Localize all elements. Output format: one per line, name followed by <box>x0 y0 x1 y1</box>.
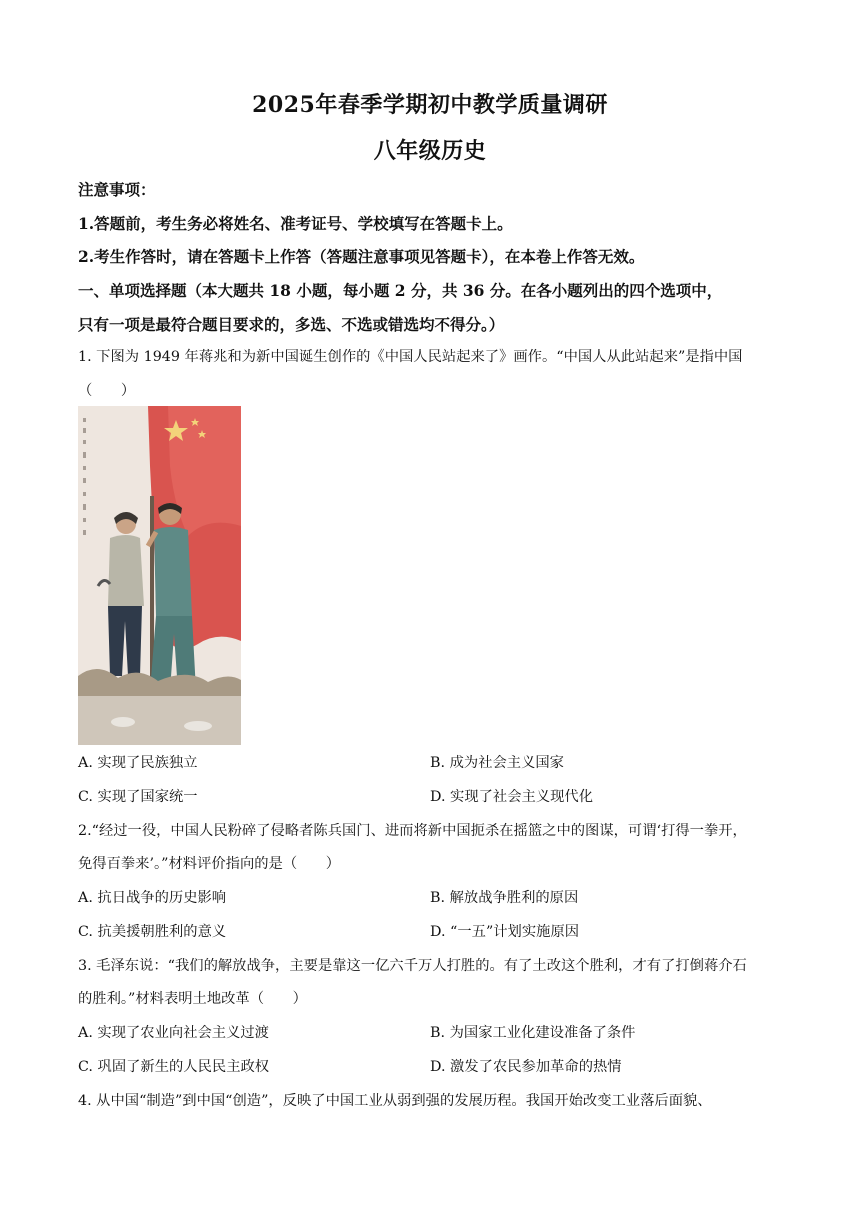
section-intro-line-1: 一、单项选择题（本大题共 18 小题，每小题 2 分，共 36 分。在各小题列出的四个选项中， <box>78 281 723 300</box>
section-intro-line-2: 只有一项是最符合题目要求的，多选、不选或错选均不得分。） <box>78 315 505 334</box>
question-3-stem-line-1: 3. 毛泽东说：“我们的解放战争，主要是靠这一亿六千万人打胜的。有了土改这个胜利，才有了打倒蒋介石 <box>78 958 747 974</box>
question-3-stem-line-2: 的胜利。”材料表明土地改革（ ） <box>78 991 307 1007</box>
question-1-option-d: D. 实现了社会主义现代化 <box>430 789 594 805</box>
question-1-option-a: A. 实现了民族独立 <box>78 755 198 771</box>
painting-illustration <box>78 406 241 745</box>
question-2-stem-line-2: 免得百拳来’。”材料评价指向的是（ ） <box>78 856 341 872</box>
note-item-2: 2.考生作答时，请在答题卡上作答（答题注意事项见答题卡），在本卷上作答无效。 <box>78 247 645 266</box>
question-1-option-b: B. 成为社会主义国家 <box>430 755 564 771</box>
question-2-stem-line-1: 2.“经过一役，中国人民粉碎了侵略者陈兵国门、进而将新中国扼杀在摇篮之中的图谋，可谓‘打得一拳开， <box>78 823 747 839</box>
question-3-option-d: D. 激发了农民参加革命的热情 <box>430 1059 622 1075</box>
question-2-option-d: D. “一五”计划实施原因 <box>430 924 580 940</box>
exam-subtitle: 八年级历史 <box>373 138 487 164</box>
question-2-option-c: C. 抗美援朝胜利的意义 <box>78 924 227 940</box>
question-3-option-b: B. 为国家工业化建设准备了条件 <box>430 1025 636 1041</box>
notes-heading: 注意事项： <box>78 180 156 199</box>
exam-title: 2025年春季学期初中教学质量调研 <box>252 92 608 118</box>
question-1-stem-line-2: （ ） <box>78 383 136 399</box>
question-3-option-a: A. 实现了农业向社会主义过渡 <box>78 1025 269 1041</box>
question-1-stem-line-1: 1. 下图为 1949 年蒋兆和为新中国诞生创作的《中国人民站起来了》画作。“中国人从此站起来”是指中国 <box>78 349 743 365</box>
question-4-stem-line-1: 4. 从中国“制造”到中国“创造”，反映了中国工业从弱到强的发展历程。我国开始改变工业落后面貌、 <box>78 1093 712 1109</box>
question-2-option-a: A. 抗日战争的历史影响 <box>78 890 227 906</box>
note-item-1: 1.答题前，考生务必将姓名、准考证号、学校填写在答题卡上。 <box>78 214 513 233</box>
question-3-option-c: C. 巩固了新生的人民民主政权 <box>78 1059 270 1075</box>
painting-image <box>78 406 241 745</box>
question-2-option-b: B. 解放战争胜利的原因 <box>430 890 579 906</box>
question-1-option-c: C. 实现了国家统一 <box>78 789 198 805</box>
